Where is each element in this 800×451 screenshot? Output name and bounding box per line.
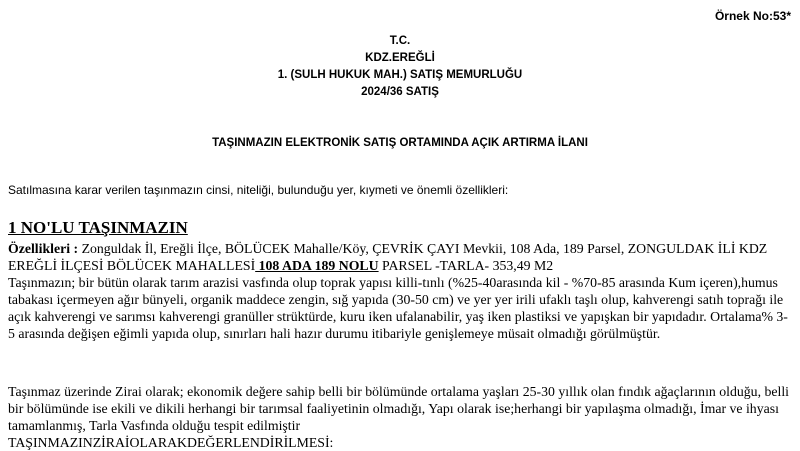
property-description: Taşınmazın; bir bütün olarak tarım arazisi vasfında olup toprak yapısı killi-tınlı (%25-40arasında kil - %70-85 arasında Kum içeren),humus tabakası içermeyen ağır bünyeli, organik maddece zengin, sığ yapıda (30-50 cm) ve yer yer irili ufaklı taşlı olup, kahverengi satıh toprağı ile açık kahverengi ve sarımsı kahverengi granüller strüktürde, kuru iken ufalanabilir, yaş iken plastiksi ve yapışkan bir yapıdadır. Ortalama% 3-5 arasında değişen eğimli yapıda olup, sınırları hali hazır durumu itibariyle genişlemeye müsait olmadığı görülmüştür. bbox=[8, 275, 788, 341]
property-heading: 1 NO'LU TAŞINMAZIN bbox=[8, 218, 188, 237]
features-parcel-highlight: 108 ADA 189 NOLU bbox=[255, 258, 379, 273]
property-features bbox=[8, 240, 792, 274]
agricultural-text: Taşınmaz üzerinde Zirai olarak; ekonomik değere sahip belli bir bölümünde ortalama yaşları 25-30 yıllık olan fındık ağaçlarının olduğu, belli bir bölümünde ise ekili ve dikili herhangi bir tarımsal faaliyetinin olmadığı, Yapı olarak ise;herhangi bir yapılaşma olmadığı, İmar ve ihyası tamamlanmış, Tarla Vasfında olduğu tespit edilmiştir bbox=[8, 384, 790, 433]
property-details bbox=[8, 240, 792, 342]
example-number: Örnek No:53* bbox=[714, 9, 791, 23]
features-label: Özellikleri : bbox=[8, 241, 79, 256]
intro-text: Satılmasına karar verilen taşınmazın cinsi, niteliği, bulunduğu yer, kıymeti ve önemli özellikleri: bbox=[8, 183, 509, 197]
features-text-2: PARSEL -TARLA- 353,49 M2 bbox=[378, 258, 554, 273]
notice-title: TAŞINMAZIN ELEKTRONİK SATIŞ ORTAMINDA AÇIK ARTIRMA İLANI bbox=[212, 137, 588, 149]
agricultural-section bbox=[8, 383, 792, 451]
features-text-1: Zonguldak İl, Ereğli İlçe, BÖLÜCEK Mahalle/Köy, ÇEVRİK ÇAYI Mevkii, 108 Ada, 189 Parsel, ZONGULDAK İLİ KDZ EREĞLİ İLÇESİ BÖLÜCEK MAHALLESİ bbox=[8, 241, 768, 273]
agricultural-heading: TAŞINMAZINZİRAİOLARAKDEĞERLENDİRİLMESİ: bbox=[8, 435, 334, 450]
header-office: 1. (SULH HUKUK MAH.) SATIŞ MEMURLUĞU bbox=[277, 69, 523, 81]
header-file-number: 2024/36 SATIŞ bbox=[361, 86, 439, 98]
header-city: KDZ.EREĞLİ bbox=[365, 52, 435, 64]
document-header bbox=[0, 33, 800, 101]
header-tc: T.C. bbox=[389, 35, 411, 47]
